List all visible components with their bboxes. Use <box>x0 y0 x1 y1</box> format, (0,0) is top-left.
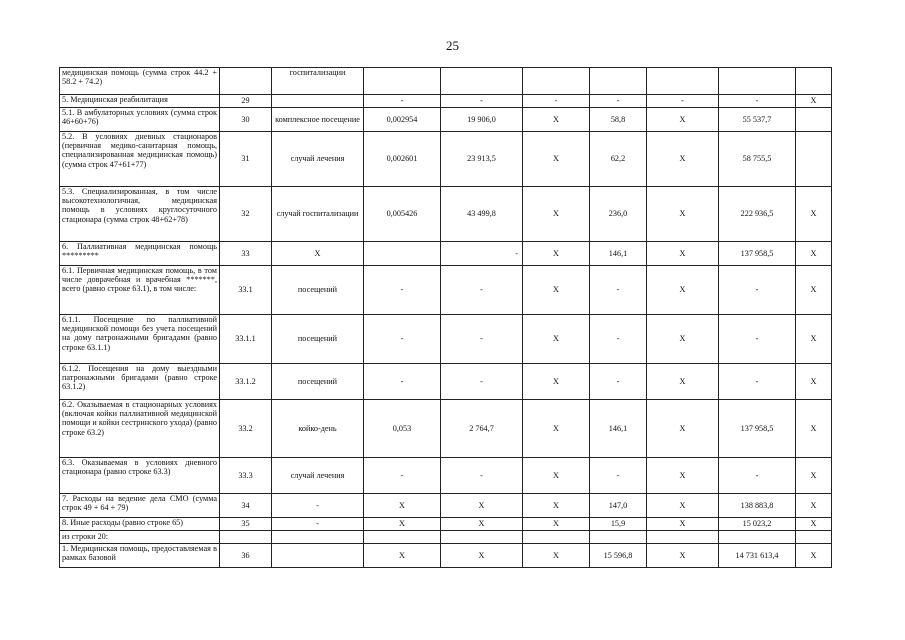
cell-c6: Х <box>523 132 590 187</box>
cell-c10 <box>796 531 832 544</box>
row-number: 33 <box>220 242 272 266</box>
row-name: из строки 20: <box>60 531 220 544</box>
cell-c10 <box>796 132 832 187</box>
cell-c5: 2 764,7 <box>441 400 523 458</box>
row-unit: посещений <box>272 315 364 364</box>
row-unit <box>272 95 364 108</box>
cell-c6: Х <box>523 187 590 242</box>
cell-c5: 19 906,0 <box>441 108 523 132</box>
cell-c4: Х <box>364 494 441 518</box>
cell-c7: 146,1 <box>590 242 647 266</box>
row-name: 7. Расходы на ведение дела СМО (сумма строк 49 + 64 + 79) <box>60 494 220 518</box>
cell-c8: Х <box>647 364 719 400</box>
cell-c8: Х <box>647 518 719 531</box>
row-name: 1. Медицинская помощь, предоставляемая в рамках базовой <box>60 544 220 568</box>
cell-c10: Х <box>796 494 832 518</box>
cell-c7: 146,1 <box>590 400 647 458</box>
row-name: 6. Паллиативная медицинская помощь ********* <box>60 242 220 266</box>
cell-c4 <box>364 531 441 544</box>
cell-c5: - <box>441 364 523 400</box>
table-row <box>60 494 832 518</box>
row-name: медицинская помощь (сумма строк 44.2 + 58.2 + 74.2) <box>60 68 220 95</box>
row-name: 6.3. Оказываемая в условиях дневного стационара (равно строке 63.3) <box>60 458 220 494</box>
cell-c10 <box>796 68 832 95</box>
row-name: 5.3. Специализированная, в том числе высокотехнологичная, медицинская помощь в условиях круглосуточного стационара (сумма строк 48+62+78) <box>60 187 220 242</box>
cell-c6: Х <box>523 266 590 315</box>
cell-c9: 222 936,5 <box>719 187 796 242</box>
cell-c4: Х <box>364 544 441 568</box>
row-name: 5.2. В условиях дневных стационаров (первичная медико-санитарная помощь, специализированная медицинская помощь) (сумма строк 47+61+77) <box>60 132 220 187</box>
row-number: 30 <box>220 108 272 132</box>
row-unit <box>272 531 364 544</box>
cell-c10: Х <box>796 315 832 364</box>
cell-c5 <box>441 68 523 95</box>
row-number: 33.1.2 <box>220 364 272 400</box>
table-row <box>60 458 832 494</box>
cell-c5: Х <box>441 518 523 531</box>
table-row <box>60 544 832 568</box>
row-name: 6.2. Оказываемая в стационарных условиях (включая койки паллиативной медицинской помощи и койки сестринского ухода) (равно строке 63.2) <box>60 400 220 458</box>
cell-c6: Х <box>523 400 590 458</box>
financing-table <box>59 67 832 568</box>
cell-c8: Х <box>647 187 719 242</box>
cell-c10: Х <box>796 95 832 108</box>
row-number: 33.2 <box>220 400 272 458</box>
row-unit: случай госпитализации <box>272 187 364 242</box>
cell-c9: 55 537,7 <box>719 108 796 132</box>
cell-c9: 58 755,5 <box>719 132 796 187</box>
cell-c5: - <box>441 266 523 315</box>
cell-c7: 147,0 <box>590 494 647 518</box>
cell-c7: - <box>590 458 647 494</box>
cell-c9: 14 731 613,4 <box>719 544 796 568</box>
cell-c10: Х <box>796 458 832 494</box>
row-unit: - <box>272 494 364 518</box>
table-row <box>60 531 832 544</box>
cell-c9: 137 958,5 <box>719 242 796 266</box>
cell-c5: Х <box>441 494 523 518</box>
cell-c6: Х <box>523 544 590 568</box>
page-number: 25 <box>446 38 459 53</box>
cell-c8: - <box>647 95 719 108</box>
cell-c4: Х <box>364 518 441 531</box>
cell-c8 <box>647 531 719 544</box>
row-name: 5.1. В амбулаторных условиях (сумма строк 46+60+76) <box>60 108 220 132</box>
cell-c8: Х <box>647 266 719 315</box>
cell-c8: Х <box>647 544 719 568</box>
row-name: 6.1.2. Посещения на дому выездными патронажными бригадами (равно строке 63.1.2) <box>60 364 220 400</box>
row-number: 31 <box>220 132 272 187</box>
row-unit: койко-день <box>272 400 364 458</box>
row-unit: посещений <box>272 266 364 315</box>
row-unit: госпитализации <box>272 68 364 95</box>
table-row <box>60 132 832 187</box>
cell-c6 <box>523 68 590 95</box>
cell-c4: 0,005426 <box>364 187 441 242</box>
cell-c9: - <box>719 315 796 364</box>
row-number: 33.1 <box>220 266 272 315</box>
cell-c7: - <box>590 266 647 315</box>
cell-c7 <box>590 68 647 95</box>
cell-c10: Х <box>796 266 832 315</box>
table-row <box>60 108 832 132</box>
cell-c8: Х <box>647 400 719 458</box>
cell-c9: 138 883,8 <box>719 494 796 518</box>
cell-c9: - <box>719 266 796 315</box>
table-row <box>60 266 832 315</box>
cell-c9: - <box>719 458 796 494</box>
cell-c8: Х <box>647 132 719 187</box>
cell-c8: Х <box>647 315 719 364</box>
cell-c7: - <box>590 95 647 108</box>
cell-c7: 58,8 <box>590 108 647 132</box>
cell-c5 <box>441 531 523 544</box>
cell-c9: 15 023,2 <box>719 518 796 531</box>
cell-c4: 0,053 <box>364 400 441 458</box>
cell-c8: Х <box>647 108 719 132</box>
cell-c4: - <box>364 315 441 364</box>
cell-c4 <box>364 242 441 266</box>
cell-c8: Х <box>647 242 719 266</box>
cell-c7: 15,9 <box>590 518 647 531</box>
cell-c7: - <box>590 364 647 400</box>
cell-c10: Х <box>796 187 832 242</box>
cell-c6 <box>523 531 590 544</box>
cell-c9: 137 958,5 <box>719 400 796 458</box>
cell-c5: - <box>441 458 523 494</box>
row-unit: комплексное посещение <box>272 108 364 132</box>
cell-c9 <box>719 531 796 544</box>
cell-c6: Х <box>523 364 590 400</box>
cell-c10 <box>796 108 832 132</box>
cell-c4: - <box>364 95 441 108</box>
row-unit <box>272 544 364 568</box>
cell-c5: 23 913,5 <box>441 132 523 187</box>
cell-c4: - <box>364 266 441 315</box>
cell-c10: Х <box>796 544 832 568</box>
row-unit: случай лечения <box>272 458 364 494</box>
cell-c9 <box>719 68 796 95</box>
cell-c5: - <box>441 315 523 364</box>
cell-c10: Х <box>796 518 832 531</box>
table-row <box>60 364 832 400</box>
cell-c8: Х <box>647 458 719 494</box>
cell-c6: Х <box>523 458 590 494</box>
cell-c4 <box>364 68 441 95</box>
cell-c10: Х <box>796 242 832 266</box>
cell-c8 <box>647 68 719 95</box>
cell-c6: Х <box>523 242 590 266</box>
row-number: 33.3 <box>220 458 272 494</box>
row-number: 32 <box>220 187 272 242</box>
table-row <box>60 518 832 531</box>
table-row <box>60 315 832 364</box>
cell-c4: - <box>364 364 441 400</box>
table-row <box>60 400 832 458</box>
cell-c5: - <box>441 95 523 108</box>
row-name: 5. Медицинская реабилитация <box>60 95 220 108</box>
row-name: 6.1. Первичная медицинская помощь, в том числе доврачебная и врачебная *******, всего (равно строке 63.1), в том числе: <box>60 266 220 315</box>
cell-c6: - <box>523 95 590 108</box>
cell-c9: - <box>719 95 796 108</box>
table-row <box>60 95 832 108</box>
row-number <box>220 531 272 544</box>
row-name: 8. Иные расходы (равно строке 65) <box>60 518 220 531</box>
cell-c6: Х <box>523 315 590 364</box>
cell-c6: Х <box>523 108 590 132</box>
cell-c6: Х <box>523 494 590 518</box>
cell-c5: - <box>441 242 523 266</box>
cell-c7: - <box>590 315 647 364</box>
table-row <box>60 68 832 95</box>
cell-c4: 0,002601 <box>364 132 441 187</box>
cell-c5: 43 499,8 <box>441 187 523 242</box>
row-unit: случай лечения <box>272 132 364 187</box>
row-name: 6.1.1. Посещение по паллиативной медицинской помощи без учета посещений на дому патронажными бригадами (равно строке 63.1.1) <box>60 315 220 364</box>
row-unit: Х <box>272 242 364 266</box>
cell-c10: Х <box>796 400 832 458</box>
cell-c9: - <box>719 364 796 400</box>
cell-c6: Х <box>523 518 590 531</box>
cell-c7: 15 596,8 <box>590 544 647 568</box>
table-row <box>60 187 832 242</box>
cell-c4: - <box>364 458 441 494</box>
row-unit: посещений <box>272 364 364 400</box>
row-unit: - <box>272 518 364 531</box>
row-number: 34 <box>220 494 272 518</box>
cell-c7: 62,2 <box>590 132 647 187</box>
row-number: 35 <box>220 518 272 531</box>
cell-c5: Х <box>441 544 523 568</box>
row-number: 29 <box>220 95 272 108</box>
row-number <box>220 68 272 95</box>
row-number: 36 <box>220 544 272 568</box>
cell-c4: 0,002954 <box>364 108 441 132</box>
row-number: 33.1.1 <box>220 315 272 364</box>
cell-c7: 236,0 <box>590 187 647 242</box>
cell-c8: Х <box>647 494 719 518</box>
cell-c7 <box>590 531 647 544</box>
table-row <box>60 242 832 266</box>
cell-c10: Х <box>796 364 832 400</box>
